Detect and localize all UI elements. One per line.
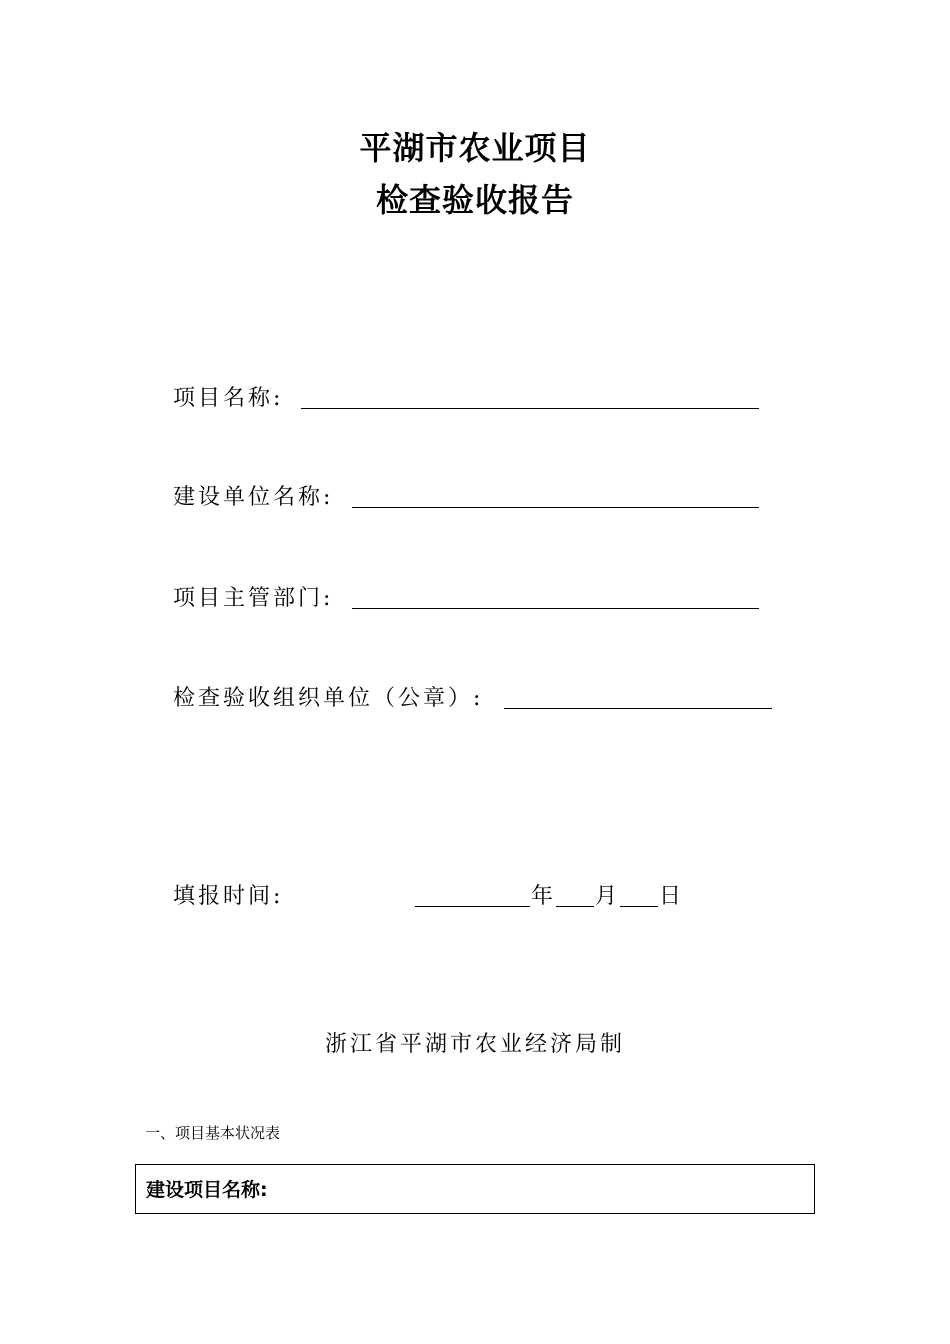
fill-date-label: 填报时间: (173, 884, 284, 909)
field-inspection-org-blank[interactable] (504, 708, 772, 709)
fill-date-day-unit: 日 (659, 884, 682, 909)
fill-date-month-blank[interactable] (556, 906, 594, 907)
table-row-project-name-label: 建设项目名称: (146, 1179, 268, 1201)
report-title-line2: 检查验收报告 (375, 181, 574, 219)
field-project-name-label: 项目名称: (173, 386, 284, 411)
issuer-text: 浙江省平湖市农业经济局制 (324, 1032, 625, 1057)
fill-date-year-blank[interactable] (415, 906, 530, 907)
section-heading-basic-status: 一、项目基本状况表 (145, 1124, 281, 1142)
fill-date-month-unit: 月 (595, 884, 618, 909)
field-competent-department-label: 项目主管部门: (173, 586, 334, 611)
fill-date-day-blank[interactable] (620, 906, 658, 907)
field-project-name-blank[interactable] (301, 408, 759, 409)
field-construction-unit-blank[interactable] (352, 507, 759, 508)
field-inspection-org-label: 检查验收组织单位（公章）: (173, 686, 484, 711)
field-construction-unit-label: 建设单位名称: (173, 485, 334, 510)
basic-status-table (135, 1164, 815, 1214)
field-competent-department-blank[interactable] (352, 608, 759, 609)
fill-date-year-unit: 年 (531, 884, 554, 909)
report-title-line1: 平湖市农业项目 (359, 129, 591, 167)
